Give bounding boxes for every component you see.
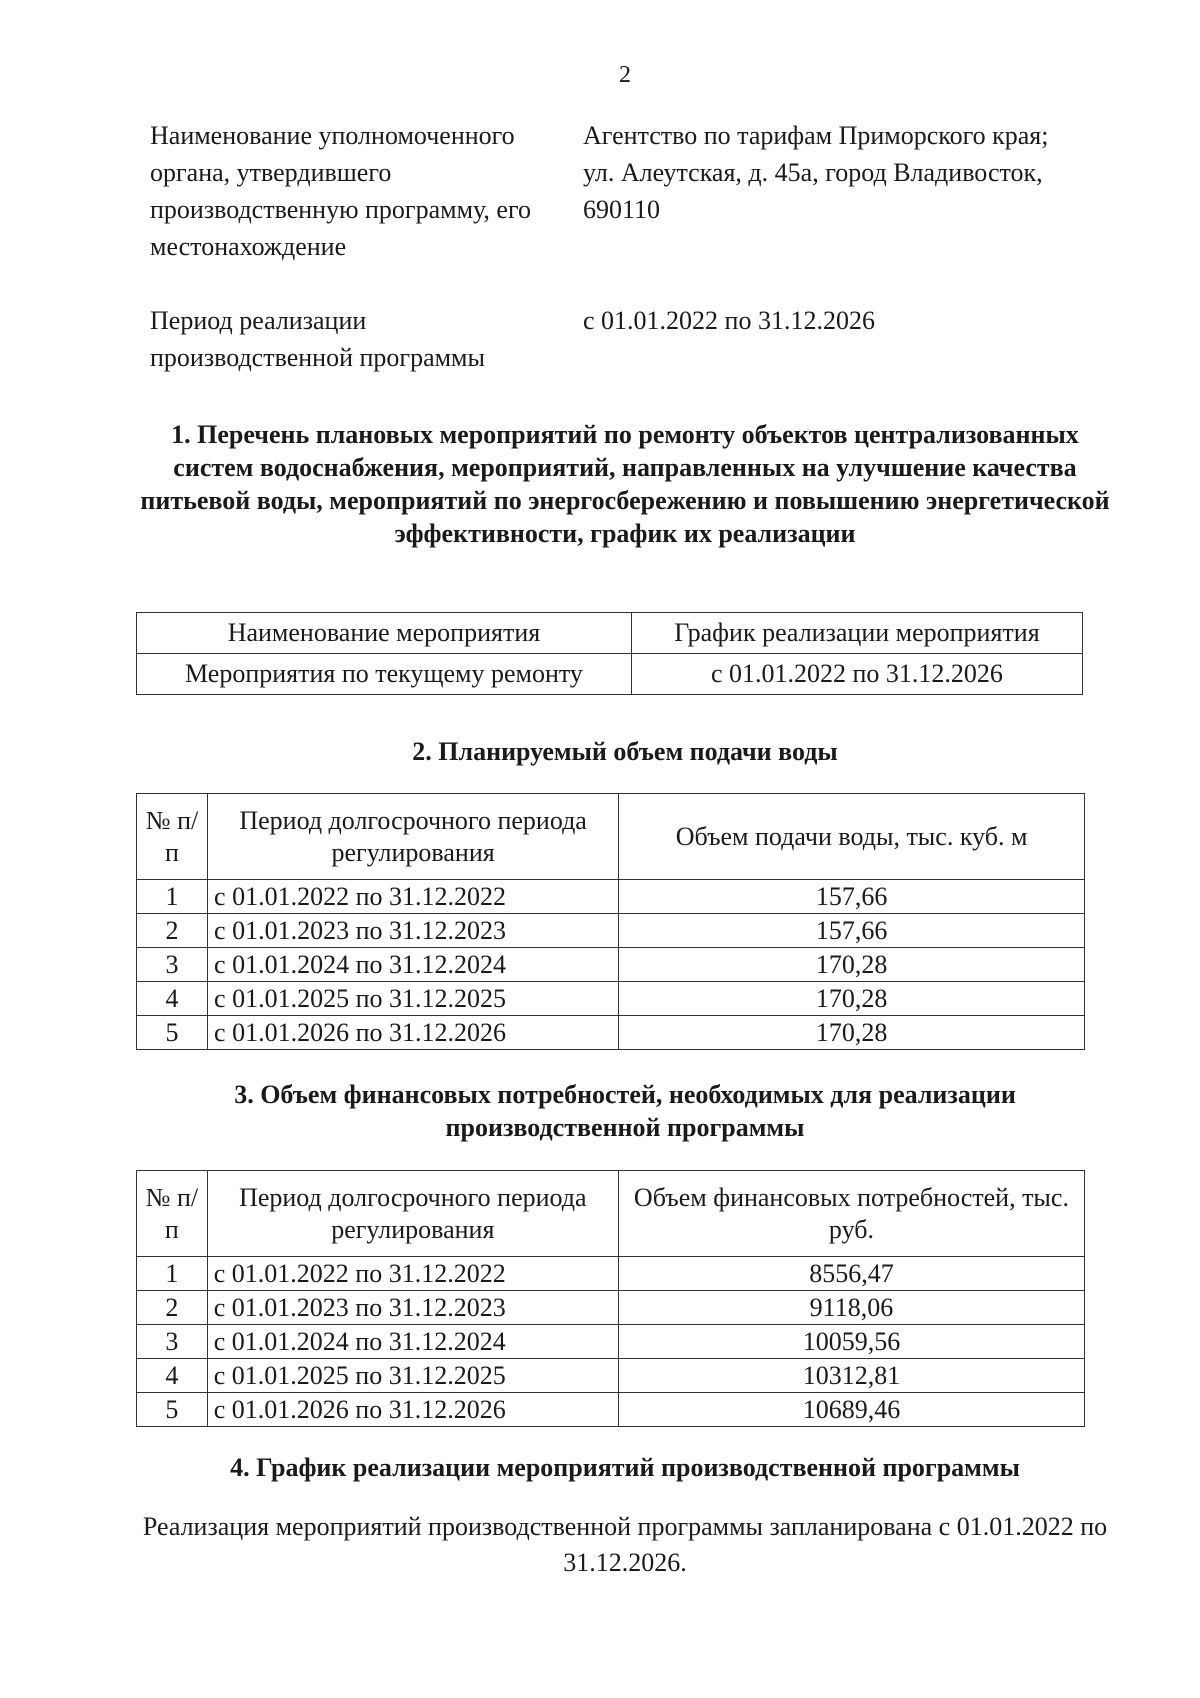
water-volume-cell: 157,66 bbox=[619, 914, 1085, 948]
row-number-cell: 5 bbox=[137, 1393, 208, 1427]
period-value: с 01.01.2022 по 31.12.2026 bbox=[583, 306, 875, 335]
table-row bbox=[137, 1325, 1085, 1359]
financial-needs-cell: 10312,81 bbox=[618, 1359, 1084, 1393]
period-cell: с 01.01.2022 по 31.12.2022 bbox=[208, 880, 619, 914]
section-3-heading: 3. Объем финансовых потребностей, необходимых для реализации производственной программы bbox=[234, 1080, 1016, 1142]
page-number: 2 bbox=[619, 62, 631, 88]
row-number-cell: 2 bbox=[137, 1291, 208, 1325]
period-cell: с 01.01.2024 по 31.12.2024 bbox=[207, 1325, 618, 1359]
table-header-row bbox=[137, 794, 1085, 880]
event-schedule-cell: с 01.01.2022 по 31.12.2026 bbox=[631, 654, 1082, 695]
period-cell: с 01.01.2026 по 31.12.2026 bbox=[208, 1016, 619, 1050]
table-row bbox=[137, 914, 1085, 948]
row-number-cell: 1 bbox=[137, 880, 208, 914]
table-row bbox=[137, 982, 1085, 1016]
water-volume-cell: 170,28 bbox=[619, 1016, 1085, 1050]
column-header-financial-needs: Объем финансовых потребностей, тыс. руб. bbox=[618, 1171, 1084, 1257]
period-cell: с 01.01.2025 по 31.12.2025 bbox=[207, 1359, 618, 1393]
period-cell: с 01.01.2026 по 31.12.2026 bbox=[207, 1393, 618, 1427]
implementation-text: Реализация мероприятий производственной программы запланирована с 01.01.2022 по 31.12.2026. bbox=[142, 1512, 1108, 1577]
water-volume-cell: 157,66 bbox=[619, 880, 1085, 914]
row-number-cell: 4 bbox=[137, 982, 208, 1016]
water-volume-table bbox=[136, 793, 1085, 1050]
period-label: Период реализации производственной программы bbox=[150, 306, 485, 372]
table-row bbox=[137, 1359, 1085, 1393]
table-row bbox=[137, 1291, 1085, 1325]
financial-needs-cell: 9118,06 bbox=[618, 1291, 1084, 1325]
table-header-row bbox=[137, 1171, 1085, 1257]
table-row bbox=[137, 1257, 1085, 1291]
section-2-heading: 2. Планируемый объем подачи воды bbox=[412, 737, 838, 766]
row-number-cell: 3 bbox=[137, 948, 208, 982]
table-row bbox=[137, 880, 1085, 914]
row-number-cell: 3 bbox=[137, 1325, 208, 1359]
row-number-cell: 2 bbox=[137, 914, 208, 948]
column-header-period: Период долгосрочного периода регулирования bbox=[208, 794, 619, 880]
column-header-schedule: График реализации мероприятия bbox=[631, 613, 1082, 654]
water-volume-cell: 170,28 bbox=[619, 948, 1085, 982]
period-cell: с 01.01.2024 по 31.12.2024 bbox=[208, 948, 619, 982]
period-cell: с 01.01.2023 по 31.12.2023 bbox=[207, 1291, 618, 1325]
row-number-cell: 1 bbox=[137, 1257, 208, 1291]
authority-label: Наименование уполномоченного органа, утвердившего производственную программу, его местонахождение bbox=[150, 121, 531, 261]
authority-value: Агентство по тарифам Приморского края; ул. Алеутская, д. 45а, город Владивосток, 690110 bbox=[583, 121, 1049, 224]
period-cell: с 01.01.2025 по 31.12.2025 bbox=[208, 982, 619, 1016]
table-header-row bbox=[137, 613, 1083, 654]
period-cell: с 01.01.2022 по 31.12.2022 bbox=[207, 1257, 618, 1291]
column-header-number: № п/п bbox=[137, 1171, 208, 1257]
column-header-event: Наименование мероприятия bbox=[137, 613, 632, 654]
column-header-water-volume: Объем подачи воды, тыс. куб. м bbox=[619, 794, 1085, 880]
period-cell: с 01.01.2023 по 31.12.2023 bbox=[208, 914, 619, 948]
row-number-cell: 5 bbox=[137, 1016, 208, 1050]
table-row bbox=[137, 948, 1085, 982]
column-header-number: № п/п bbox=[137, 794, 208, 880]
column-header-period: Период долгосрочного периода регулирования bbox=[207, 1171, 618, 1257]
table-row bbox=[137, 1393, 1085, 1427]
section-4-heading: 4. График реализации мероприятий производственной программы bbox=[230, 1453, 1020, 1482]
table-row bbox=[137, 654, 1083, 695]
events-table bbox=[136, 612, 1083, 695]
financial-needs-cell: 10059,56 bbox=[618, 1325, 1084, 1359]
row-number-cell: 4 bbox=[137, 1359, 208, 1393]
water-volume-cell: 170,28 bbox=[619, 982, 1085, 1016]
financial-needs-cell: 10689,46 bbox=[618, 1393, 1084, 1427]
financial-needs-cell: 8556,47 bbox=[618, 1257, 1084, 1291]
section-1-heading: 1. Перечень плановых мероприятий по ремонту объектов централизованных систем водоснабжения, мероприятий, направленных на улучшение качества питьевой воды, мероприятий по энергосбережению и повышению энергетической эффективности, график их реализации bbox=[140, 420, 1110, 548]
table-row bbox=[137, 1016, 1085, 1050]
financial-needs-table bbox=[136, 1170, 1085, 1427]
event-name-cell: Мероприятия по текущему ремонту bbox=[137, 654, 632, 695]
